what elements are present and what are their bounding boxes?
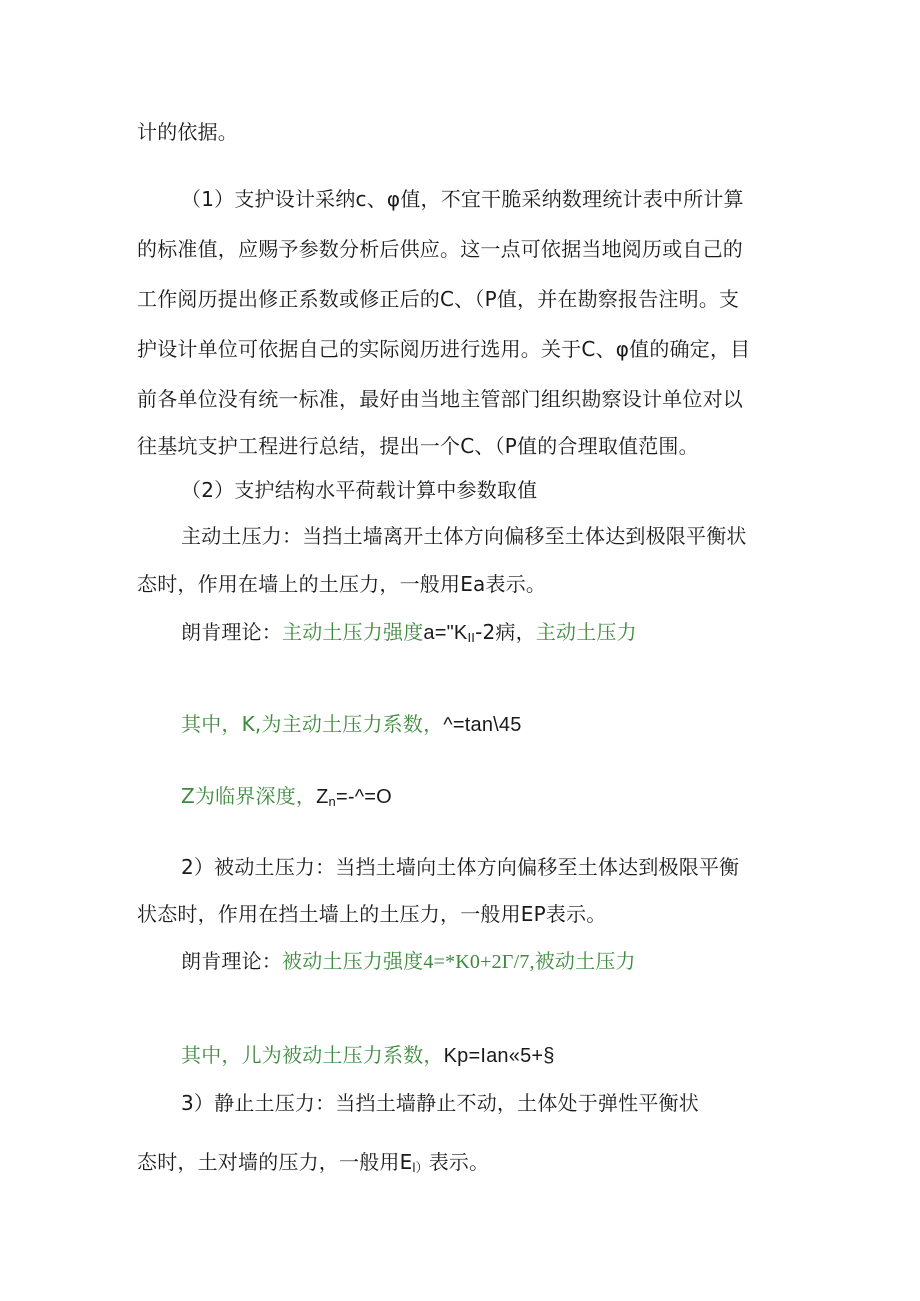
active-formula-sub: II: [467, 630, 476, 645]
passive-strength-label: 被动土压力强度: [282, 949, 424, 973]
rankine-active-line: [181, 618, 637, 652]
section-heading-2: （2）支护结构水平荷载计算中参数取值: [181, 478, 538, 502]
active-formula: a="K: [423, 622, 468, 644]
passive-formula: 4=*K0+2Γ/7,: [423, 951, 535, 973]
paragraph-line-3: 的标准值，应赐予参数分析后供应。这一点可依据当地阅历或自己的: [137, 237, 743, 261]
z-line: [181, 782, 392, 816]
kp-formula: Kp=Ian«5+§: [443, 1045, 555, 1067]
rankine-label: 朗肯理论：: [181, 620, 282, 644]
passive-pressure-line-2: 状态时，作用在挡土墙上的土压力，一般用EP表示。: [137, 902, 607, 926]
rankine-passive-line: [181, 947, 636, 976]
static-sub: l）: [412, 1160, 429, 1175]
z-formula: Z: [316, 786, 329, 808]
z-formula-sub: n: [328, 794, 336, 809]
ka-formula: ^=tan\45: [443, 714, 522, 736]
paragraph-line-6: 前各单位没有统一标准，最好由当地主管部门组织勘察设计单位对以: [137, 387, 743, 411]
passive-pressure-line-1: 2）被动土压力：当挡土墙向土体方向偏移至土体达到极限平衡: [181, 855, 740, 879]
active-formula-tail: -2病，: [475, 620, 536, 644]
rankine-label: 朗肯理论：: [181, 949, 282, 973]
static-pressure-line-2: [137, 1148, 489, 1182]
paragraph-line-4: 工作阅历提出修正系数或修正后的C、（P值，并在勘察报告注明。支: [137, 287, 740, 311]
z-label: Z为临界深度，: [181, 784, 317, 808]
passive-pressure-tail: 被动土压力: [534, 949, 636, 973]
static-text-after: 表示。: [428, 1150, 490, 1174]
active-pressure-tail: 主动土压力: [535, 620, 637, 644]
active-pressure-line-1: 主动土压力：当挡土墙离开土体方向偏移至土体达到极限平衡状: [181, 524, 747, 548]
paragraph-line-5: 护设计单位可依据自己的实际阅历进行选用。关于C、φ值的确定，目: [137, 337, 751, 361]
active-pressure-line-2: 态时，作用在墙上的土压力，一般用Ea表示。: [137, 572, 547, 596]
z-formula-tail: =-^=O: [335, 786, 392, 808]
paragraph-line-1: 计的依据。: [137, 120, 238, 144]
paragraph-line-2: （1）支护设计采纳c、φ值，不宜干脆采纳数理统计表中所计算: [181, 187, 744, 211]
active-strength-label: 主动土压力强度: [282, 620, 424, 644]
static-pressure-line-1: 3）静止土压力：当挡土墙静止不动，土体处于弹性平衡状: [181, 1091, 699, 1115]
ka-label: 其中，K,为主动土压力系数，: [181, 712, 444, 736]
kp-line: [181, 1041, 555, 1070]
paragraph-line-7: 往基坑支护工程进行总结，提出一个C、（P值的合理取值范围。: [137, 434, 699, 458]
static-text-before: 态时，土对墙的压力，一般用E: [137, 1150, 413, 1174]
kp-label: 其中，儿为被动土压力系数，: [181, 1043, 444, 1067]
ka-line: [181, 710, 522, 739]
